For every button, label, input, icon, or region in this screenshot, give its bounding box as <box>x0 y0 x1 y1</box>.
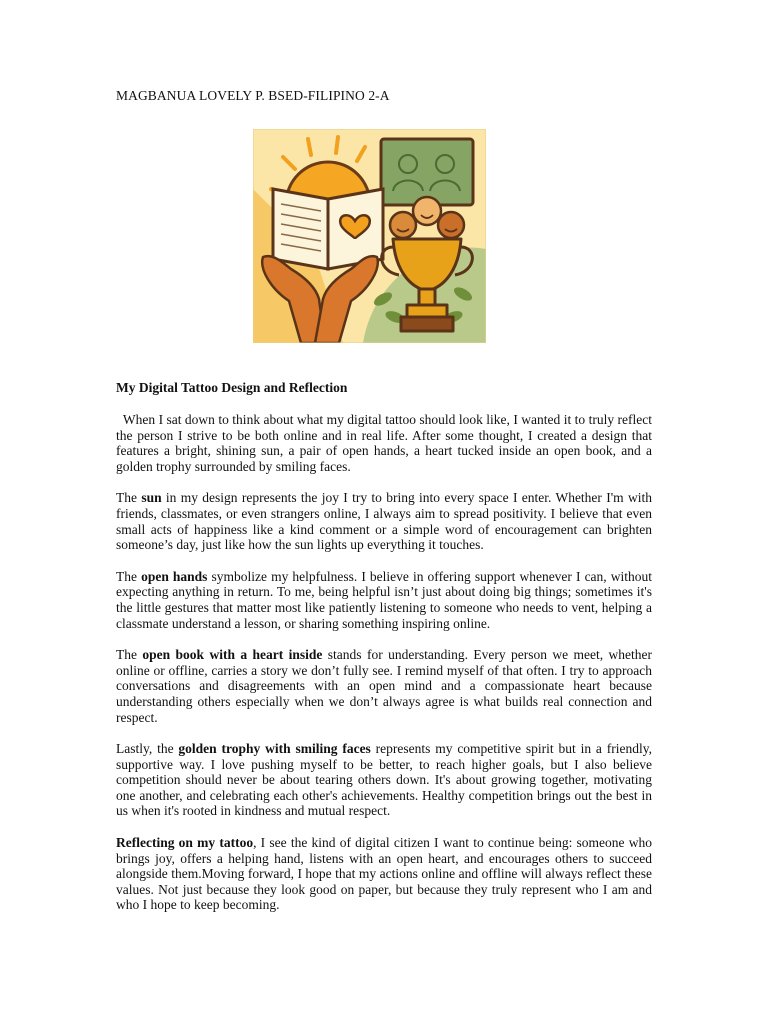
keyword-golden-trophy: golden trophy with smiling faces <box>178 741 371 757</box>
keyword-sun: sun <box>141 490 162 506</box>
chalkboard-icon <box>381 139 473 205</box>
paragraph-intro: When I sat down to think about what my digital tattoo should look like, I wanted it to truly reflect the person I strive to be both online and in real life. After some thought, I created a design that features a bright, shining sun, a pair of open hands, a heart tucked inside an open book, and a golden trophy surrounded by smiling faces. <box>116 412 656 474</box>
student-name-header: MAGBANUA LOVELY P. BSED-FILIPINO 2-A <box>116 88 390 103</box>
keyword-open-book: open book with a heart inside <box>142 647 323 663</box>
paragraph-trophy: Lastly, the golden trophy with smiling faces represents my competitive spirit but in a friendly, supportive way. I love pushing myself to be better, to reach higher goals, but I also believe competition should never be about tearing others down. It's about growing together, motivating one another, and celebrating each other's achievements. Healthy competition brings out the best in us when it's rooted in kindness and mutual respect. <box>116 741 652 819</box>
paragraph-reflection: Reflecting on my tattoo, I see the kind of digital citizen I want to continue being: someone who brings joy, offers a helping hand, listens with an open heart, and encourages others to succeed alongside them.Moving forward, I hope that my actions online and offline will always reflect these values. Not just because they look good on paper, but because they truly represent who I am and who I hope to keep becoming. <box>116 835 653 913</box>
paragraph-hands: The open hands symbolize my helpfulness. I believe in offering support whenever I can, without expecting anything in return. To me, being helpful isn’t just about doing big things; sometimes it's the little gestures that matter most like patiently listening to someone who needs to vent, helping a classmate understand a lesson, or sharing something inspiring online. <box>116 568 653 631</box>
reflection-title: My Digital Tattoo Design and Reflection <box>116 380 348 395</box>
paragraph-book: The open book with a heart inside stands for understanding. Every person we meet, whether online or offline, carries a story we don’t fully see. I remind myself of that often. I try to approach conversations and disagreements with an open mind and a compassionate heart because understanding others especially when we don’t always agree is what builds real connection and respect. <box>116 647 652 725</box>
reflection-body <box>116 412 656 929</box>
keyword-open-hands: open hands <box>141 568 208 584</box>
paragraph-sun: The sun in my design represents the joy I try to bring into every space I enter. Whether I'm with friends, classmates, or even strangers online, I always aim to spread positivity. I believe that even small acts of happiness like a kind comment or a simple word of encouragement can brighten someone’s day, just like how the sun lights up everything it touches. <box>116 490 652 553</box>
keyword-reflecting: Reflecting on my tattoo <box>116 835 254 851</box>
digital-tattoo-illustration <box>253 129 486 343</box>
